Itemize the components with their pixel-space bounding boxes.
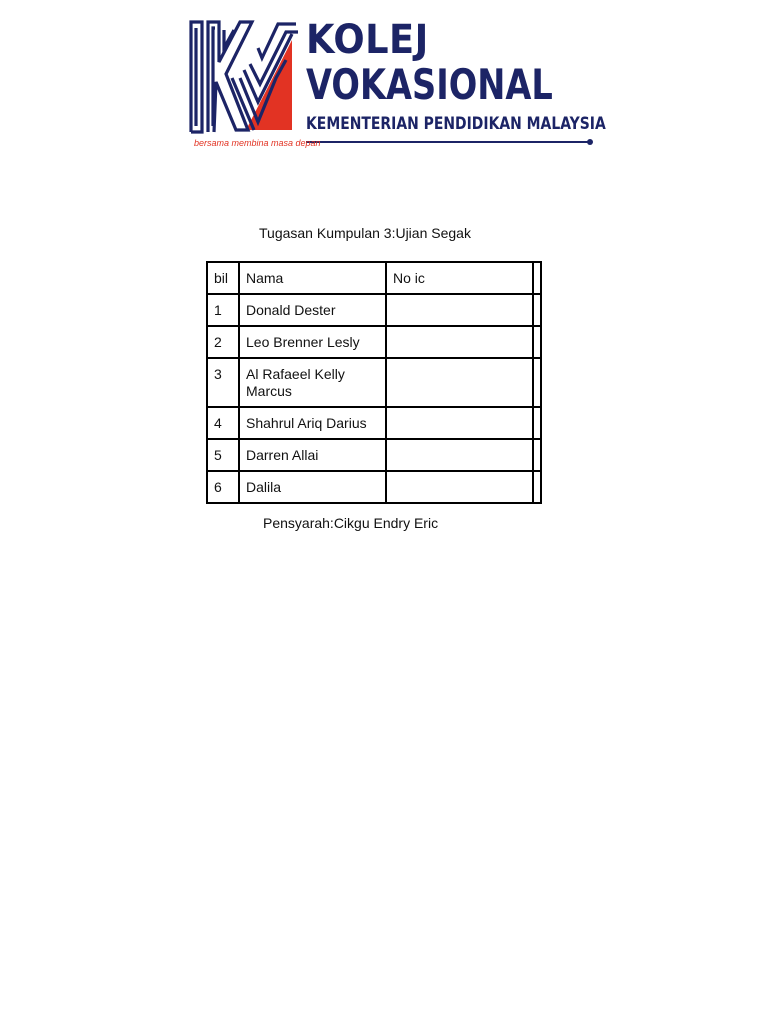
- kolej-vokasional-logo: [188, 17, 606, 150]
- cell-extra: [533, 326, 541, 358]
- table-row: [207, 407, 541, 439]
- cell-no-ic: [386, 294, 533, 326]
- cell-no-ic: [386, 407, 533, 439]
- header-no-ic: No ic: [386, 262, 533, 294]
- logo-tagline: bersama membina masa depan: [194, 138, 321, 148]
- logo-text-vokasional: VOKASIONAL: [306, 60, 553, 109]
- cell-nama: Dalila: [239, 471, 386, 503]
- cell-no-ic: [386, 471, 533, 503]
- table-row: [207, 439, 541, 471]
- cell-extra: [533, 439, 541, 471]
- cell-extra: [533, 407, 541, 439]
- cell-nama: Leo Brenner Lesly: [239, 326, 386, 358]
- cell-bil: 3: [207, 358, 239, 407]
- table-header-row: [207, 262, 541, 294]
- cell-extra: [533, 294, 541, 326]
- cell-nama: Donald Dester: [239, 294, 386, 326]
- header-nama: Nama: [239, 262, 386, 294]
- cell-extra: [533, 471, 541, 503]
- header-bil: bil: [207, 262, 239, 294]
- cell-extra: [533, 358, 541, 407]
- cell-nama: Darren Allai: [239, 439, 386, 471]
- cell-no-ic: [386, 358, 533, 407]
- table-row: [207, 358, 541, 407]
- table-row: [207, 471, 541, 503]
- cell-bil: 4: [207, 407, 239, 439]
- logo-text-kementerian: KEMENTERIAN PENDIDIKAN MALAYSIA: [306, 114, 606, 134]
- logo-red-wedge: [246, 40, 292, 130]
- table-row: [207, 326, 541, 358]
- cell-no-ic: [386, 326, 533, 358]
- logo-text-kolej: KOLEJ: [306, 17, 429, 63]
- table-row: [207, 294, 541, 326]
- task-title: Tugasan Kumpulan 3:Ujian Segak: [259, 225, 471, 241]
- cell-bil: 1: [207, 294, 239, 326]
- members-table: [206, 261, 542, 504]
- cell-nama: Al Rafaeel Kelly Marcus: [239, 358, 386, 407]
- lecturer-line: Pensyarah:Cikgu Endry Eric: [263, 515, 439, 531]
- cell-bil: 6: [207, 471, 239, 503]
- cell-bil: 5: [207, 439, 239, 471]
- cell-bil: 2: [207, 326, 239, 358]
- cell-no-ic: [386, 439, 533, 471]
- cell-nama: Shahrul Ariq Darius: [239, 407, 386, 439]
- header-extra: [533, 262, 541, 294]
- logo-underline: [306, 138, 596, 146]
- kv-emblem-icon: [188, 18, 300, 136]
